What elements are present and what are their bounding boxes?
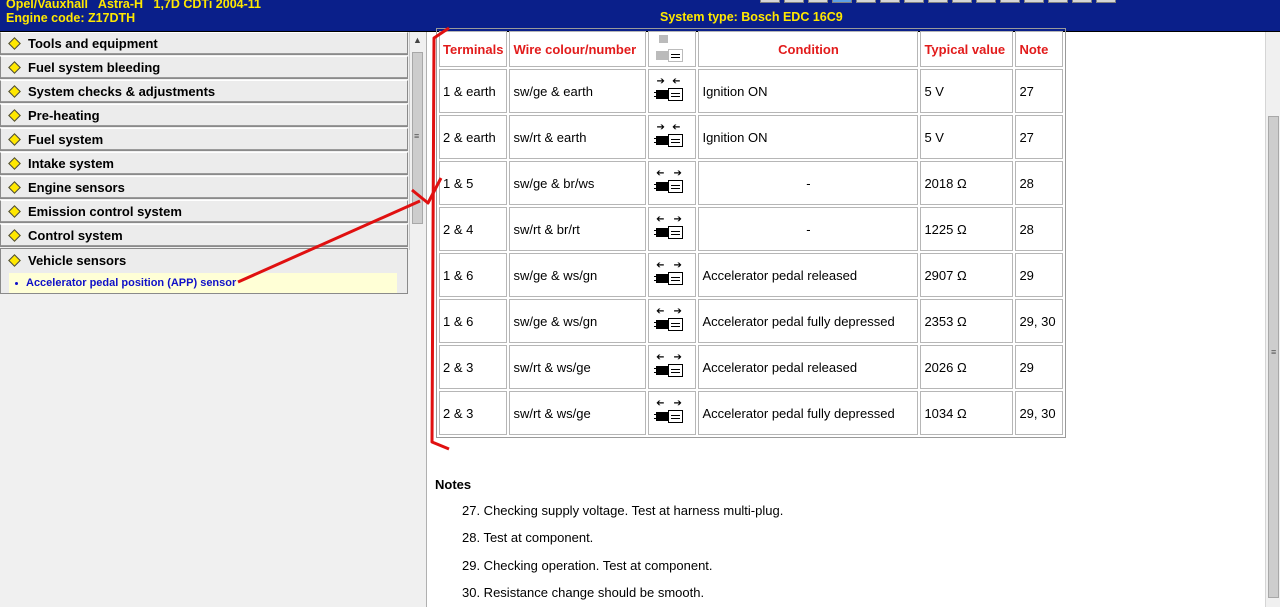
section-tab[interactable] bbox=[856, 0, 876, 3]
nav-item[interactable] bbox=[0, 224, 408, 247]
table-row bbox=[439, 299, 1063, 343]
section-tab[interactable] bbox=[928, 0, 948, 3]
section-tab[interactable] bbox=[1000, 0, 1020, 3]
diamond-icon bbox=[8, 205, 21, 218]
cell-terminals: 1 & 5 bbox=[439, 161, 507, 205]
cell-terminals: 2 & 3 bbox=[439, 345, 507, 389]
cell-condition: Accelerator pedal fully depressed bbox=[698, 391, 918, 435]
nav-item-label: Control system bbox=[28, 228, 123, 243]
test-values-table bbox=[436, 28, 1066, 438]
cell-condition: Accelerator pedal fully depressed bbox=[698, 299, 918, 343]
cell-wire: sw/ge & ws/gn bbox=[509, 253, 646, 297]
table-row bbox=[439, 161, 1063, 205]
cell-note: 27 bbox=[1015, 115, 1063, 159]
cell-note: 27 bbox=[1015, 69, 1063, 113]
nav-item[interactable] bbox=[0, 32, 408, 55]
col-connector bbox=[648, 31, 696, 67]
cell-note: 28 bbox=[1015, 161, 1063, 205]
system-type: System type: Bosch EDC 16C9 bbox=[660, 10, 843, 24]
cell-terminals: 2 & earth bbox=[439, 115, 507, 159]
notes-title: Notes bbox=[435, 477, 472, 492]
section-tabs bbox=[760, 0, 1116, 3]
nav-item-label: Intake system bbox=[28, 156, 114, 171]
section-tab[interactable] bbox=[784, 0, 804, 3]
cell-note: 29, 30 bbox=[1015, 391, 1063, 435]
cell-condition: Ignition ON bbox=[698, 69, 918, 113]
note-item: 29. Checking operation. Test at component. bbox=[462, 558, 713, 573]
diamond-icon bbox=[8, 61, 21, 74]
vehicle-title: Opel/Vauxhall Astra-H 1,7D CDTi 2004-11 bbox=[6, 0, 261, 11]
nav-item-label: Emission control system bbox=[28, 204, 182, 219]
cell-icon bbox=[648, 253, 696, 297]
cell-icon bbox=[648, 391, 696, 435]
voltage-connected-icon: ➔ ➔ bbox=[652, 121, 692, 153]
component-disconnected-icon: ➔ ➔ bbox=[652, 167, 692, 199]
nav-item-label: Pre-heating bbox=[28, 108, 100, 123]
diamond-icon bbox=[8, 229, 21, 242]
cell-note: 29, 30 bbox=[1015, 299, 1063, 343]
cell-note: 28 bbox=[1015, 207, 1063, 251]
table-row bbox=[439, 391, 1063, 435]
table-row bbox=[439, 345, 1063, 389]
cell-wire: sw/ge & br/ws bbox=[509, 161, 646, 205]
section-tab[interactable] bbox=[1024, 0, 1044, 3]
section-tab[interactable] bbox=[904, 0, 924, 3]
section-tab[interactable] bbox=[808, 0, 828, 3]
section-tab[interactable] bbox=[952, 0, 972, 3]
nav-scrollbar[interactable] bbox=[409, 32, 426, 250]
cell-condition: Accelerator pedal released bbox=[698, 253, 918, 297]
cell-value: 5 V bbox=[920, 115, 1013, 159]
voltage-connected-icon: ➔ ➔ bbox=[652, 75, 692, 107]
nav-item[interactable] bbox=[0, 176, 408, 199]
nav-item-label: Vehicle sensors bbox=[28, 253, 127, 268]
cell-value: 2353 Ω bbox=[920, 299, 1013, 343]
cell-terminals: 2 & 4 bbox=[439, 207, 507, 251]
section-tab[interactable] bbox=[760, 0, 780, 3]
main-scroll-thumb[interactable] bbox=[1268, 116, 1279, 598]
cell-icon bbox=[648, 345, 696, 389]
component-disconnected-icon: ➔ ➔ bbox=[652, 259, 692, 291]
cell-wire: sw/rt & earth bbox=[509, 115, 646, 159]
nav-item[interactable] bbox=[0, 200, 408, 223]
diamond-icon bbox=[8, 109, 21, 122]
scroll-up-arrow-icon[interactable]: ▲ bbox=[413, 35, 422, 45]
section-tab[interactable] bbox=[1072, 0, 1092, 3]
cell-icon bbox=[648, 69, 696, 113]
component-disconnected-icon: ➔ ➔ bbox=[652, 213, 692, 245]
cell-value: 2026 Ω bbox=[920, 345, 1013, 389]
nav-subitem-app-sensor[interactable] bbox=[9, 273, 397, 293]
table-header-row bbox=[439, 31, 1063, 67]
cell-condition: - bbox=[698, 207, 918, 251]
col-condition: Condition bbox=[698, 31, 918, 67]
nav-item[interactable] bbox=[0, 128, 408, 151]
component-disconnected-icon: ➔ ➔ bbox=[652, 305, 692, 337]
diamond-icon bbox=[8, 254, 21, 267]
diamond-icon bbox=[8, 37, 21, 50]
nav-item-label: Fuel system bleeding bbox=[28, 60, 161, 75]
main-content bbox=[427, 32, 1265, 607]
nav-item-open[interactable] bbox=[0, 248, 408, 294]
nav-item-label: Tools and equipment bbox=[28, 36, 158, 51]
table-row bbox=[439, 207, 1063, 251]
connector-header-icon bbox=[652, 34, 692, 64]
cell-wire: sw/rt & br/rt bbox=[509, 207, 646, 251]
component-disconnected-icon: ➔ ➔ bbox=[652, 351, 692, 383]
diamond-icon bbox=[8, 181, 21, 194]
section-tab[interactable] bbox=[832, 0, 852, 3]
cell-icon bbox=[648, 299, 696, 343]
diamond-icon bbox=[8, 133, 21, 146]
diamond-icon bbox=[8, 85, 21, 98]
table-row bbox=[439, 115, 1063, 159]
cell-icon bbox=[648, 161, 696, 205]
cell-value: 1034 Ω bbox=[920, 391, 1013, 435]
nav-subitem-label: Accelerator pedal position (APP) sensor bbox=[26, 277, 237, 289]
cell-icon bbox=[648, 207, 696, 251]
nav-item-label: System checks & adjustments bbox=[28, 84, 216, 99]
nav-item[interactable] bbox=[0, 104, 408, 127]
cell-note: 29 bbox=[1015, 345, 1063, 389]
col-note: Note bbox=[1015, 31, 1063, 67]
cell-condition: Ignition ON bbox=[698, 115, 918, 159]
main-scrollbar[interactable] bbox=[1265, 32, 1280, 607]
col-wire: Wire colour/number bbox=[509, 31, 646, 67]
cell-wire: sw/ge & ws/gn bbox=[509, 299, 646, 343]
col-typical: Typical value bbox=[920, 31, 1013, 67]
nav-scroll-thumb[interactable] bbox=[412, 52, 423, 224]
section-tab[interactable] bbox=[976, 0, 996, 3]
section-nav bbox=[0, 32, 408, 294]
section-tab[interactable] bbox=[1048, 0, 1068, 3]
cell-condition: Accelerator pedal released bbox=[698, 345, 918, 389]
cell-condition: - bbox=[698, 161, 918, 205]
grip-icon: ≡ bbox=[1271, 347, 1277, 357]
component-disconnected-icon: ➔ ➔ bbox=[652, 397, 692, 429]
nav-item[interactable] bbox=[0, 80, 408, 103]
cell-wire: sw/rt & ws/ge bbox=[509, 345, 646, 389]
engine-code: Engine code: Z17DTH bbox=[6, 11, 136, 25]
table-row bbox=[439, 253, 1063, 297]
note-item: 27. Checking supply voltage. Test at harness multi-plug. bbox=[462, 503, 784, 518]
nav-item-label: Fuel system bbox=[28, 132, 104, 147]
nav-item[interactable] bbox=[0, 56, 408, 79]
cell-value: 2907 Ω bbox=[920, 253, 1013, 297]
grip-icon: ≡ bbox=[414, 131, 420, 141]
cell-icon bbox=[648, 115, 696, 159]
cell-terminals: 1 & 6 bbox=[439, 299, 507, 343]
cell-value: 1225 Ω bbox=[920, 207, 1013, 251]
cell-terminals: 1 & 6 bbox=[439, 253, 507, 297]
bullet-icon bbox=[15, 282, 18, 285]
cell-note: 29 bbox=[1015, 253, 1063, 297]
note-item: 30. Resistance change should be smooth. bbox=[462, 585, 705, 600]
section-tab[interactable] bbox=[1096, 0, 1116, 3]
section-tab[interactable] bbox=[880, 0, 900, 3]
nav-item[interactable] bbox=[0, 152, 408, 175]
cell-terminals: 2 & 3 bbox=[439, 391, 507, 435]
table-row bbox=[439, 69, 1063, 113]
cell-terminals: 1 & earth bbox=[439, 69, 507, 113]
nav-item-label: Engine sensors bbox=[28, 180, 125, 195]
col-terminals: Terminals bbox=[439, 31, 507, 67]
diamond-icon bbox=[8, 157, 21, 170]
note-item: 28. Test at component. bbox=[462, 530, 594, 545]
left-panel bbox=[0, 32, 427, 607]
cell-wire: sw/rt & ws/ge bbox=[509, 391, 646, 435]
cell-wire: sw/ge & earth bbox=[509, 69, 646, 113]
cell-value: 5 V bbox=[920, 69, 1013, 113]
cell-value: 2018 Ω bbox=[920, 161, 1013, 205]
